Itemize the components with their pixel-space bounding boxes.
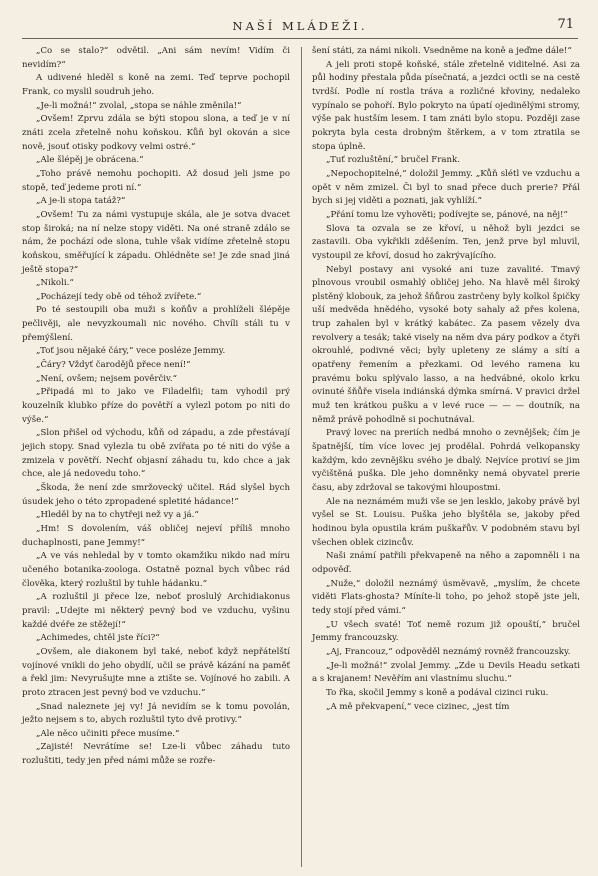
paragraph: „U všech svaté! Toť nemě rozum již opouští,“ bručel Jemmy francouzsky. [312, 619, 580, 644]
column-divider [301, 47, 302, 867]
paragraph: A jeli proti stopě koňské, stále zřetelně viditelné. Asi za půl hodiny přestala půda písečnatá, a jezdci octli se na cestě tvrdší. Podle ní rostla tráva a rozličné křoviny, nedaleko vypínalo se pohoří. Bylo pokryto na úpatí ojedinělými stromy, výše pak hustším lesem. I tam znáti bylo stopu. Později zase pokryta byla cesta drobným štěrkem, a v tom ztratila se stopa úplně. [312, 59, 580, 152]
paragraph: „Ovšem! Tu za námi vystupuje skála, ale je sotva dvacet stop široká; na ní nelze stopy viděti. Na oné straně zdálo se nám, že pochází ode slona, tuhle však vidíme zřetelně stopu koňskou, směřující k západu. Ohlédněte se! Je zde snad jiná ještě stopa?“ [22, 209, 290, 275]
paragraph: „A je-li stopa tatáž?“ [36, 196, 126, 207]
paragraph: Naši známí patřili překvapeně na něho a zapomněli i na odpověď. [312, 551, 580, 575]
right-column [312, 45, 580, 714]
paragraph: „Toť jsou nějaké čáry,“ vece posléze Jemmy. [36, 346, 226, 357]
paragraph: Nebyl postavy ani vysoké ani tuze zavalité. Tmavý plnovous vroubil osmahlý obličej jeho. Na hlavě měl široký plstěný klobouk, za jehož šňůrou zastrčeny byly kolkol špičky uší medvěda hnědého, vysoké boty sahaly až přes kolena, trup zahalen byl v krátký kabátec. Za pasem vězely dva revolvery a tesák; také visely na něm dva páry podkov a čtyři okrouhlé, podivné věci; byly upleteny ze slámy a sítí a opatřeny řemením a přezkami. Od levého ramena ku pravému boku splývalo lasso, a na hedvábné, okolo krku ovinuté šňůře visela indiánská dýmka smírná. V pravici držel muž ten krátkou pušku a v levé ruce — — — doutník, na němž právě pohodlně si pochutnával. [312, 264, 580, 425]
paragraph: „Aj, Francouz,“ odpověděl neznámý rovněž francouzsky. [326, 646, 571, 657]
paragraph: „Hm! S dovolením, váš obličej nejeví příliš mnoho duchaplnosti, pane Jemmy!“ [22, 523, 290, 548]
paragraph: „Připadá mi to jako ve Filadelfii; tam vyhodil prý kouzelník klubko příze do povětří a vylezl potom po niti do výše.“ [22, 387, 290, 425]
paragraph: „A mě překvapení,“ vece cizinec, „jest tím [326, 701, 510, 712]
paragraph: „Nikoli.“ [36, 278, 74, 289]
paragraph: „Achimedes, chtěl jste říci?“ [36, 633, 160, 644]
left-column [22, 45, 290, 769]
paragraph: „Čáry? Vždyť čarodějů přece není!“ [36, 360, 191, 371]
paragraph: „Hleděl by na to chytřeji než vy a já.“ [36, 510, 199, 521]
paragraph: „Snad naleznete jej vy! Já nevidím se k tomu povolán, ježto nejsem s to, abych rozluštil tyto dvě protivy.“ [22, 701, 290, 726]
paragraph: „Toho právě nemohu pochopiti. Až dosud jeli jsme po stopě, teď jedeme proti ní.“ [22, 168, 290, 193]
page-number: 71 [557, 17, 574, 32]
paragraph: „Slon přišel od východu, kůň od západu, a zde přestávají jejich stopy. Snad vylezla tu obě zvířata po té niti do výše a zmizela v povětří. Nechť objasní záhadu tu, kdo chce a jak chce, ale já nedovedu toho.“ [22, 428, 290, 480]
paragraph: „Ale šlépěj je obrácena.“ [36, 155, 144, 166]
paragraph: „Není, ovšem; nejsem pověrčiv.“ [36, 373, 178, 384]
page-header [22, 12, 578, 39]
paragraph: „Zajisté! Nevrátíme se! Lze-li vůbec záhadu tuto rozluštiti, tedy jen před námi může se rozře- [22, 742, 290, 767]
text-columns [22, 45, 578, 875]
paragraph: Pravý lovec na preriích nedbá mnoho o zevnějšek; čím je špatnější, tím více lovec jej prodělal. Pohrdá velkopansky každým, kdo zevnějšku svého je dbalý. Nejvíce protiví se jim vyčištěná puška. Dle jeho domněnky nemá obyvatel prerie času, aby zdržoval se takovými hloupostmi. [312, 428, 580, 493]
paragraph: Slova ta ozvala se ze křoví, u něhož byli jezdci se zastavili. Oba vykřikli zděšením. Ten, jenž prve byl mluvil, vystoupil ze křoví, dosud ho zakrývajícího. [312, 223, 580, 261]
paragraph: „Škoda, že není zde smržovecký učitel. Rád slyšel bych úsudek jeho o této zpropadené spletité hádance!“ [22, 483, 290, 507]
paragraph: „Je-li možná!“ zvolal Jemmy. „Zde u Devils Headu setkati a s krajanem! Nevěřím ani vlastnímu sluchu.“ [312, 660, 580, 685]
paragraph: Po té sestoupili oba muži s koňův a prohlíželi šlépěje pečlivěji, ale nevyzkoumali nic nového. Chvíli stáli tu v přemýšlení. [22, 305, 290, 343]
paragraph: To řka, skočil Jemmy s koně a podával cizinci ruku. [326, 687, 549, 698]
paragraph: „Nuže,“ doložil neznámý úsměvavě, „myslím, že chcete viděti Flats-ghosta? Míníte-li toho, po jehož stopě jste jeli, tedy stojí před vámi.“ [312, 578, 580, 616]
paragraph: „Co se stalo?“ odvětil. „Ani sám nevím! Vidím či nevidím?“ [22, 46, 290, 70]
paragraph: „Přání tomu lze vyhověti; podívejte se, pánové, na něj!“ [326, 209, 568, 220]
paragraph: „Pocházejí tedy obě od téhož zvířete.“ [36, 291, 202, 302]
paragraph: šení státi, za námi nikoli. Vsedněme na koně a jeďme dále!“ [312, 46, 572, 56]
running-title: NAŠÍ MLÁDEŽI. [232, 19, 368, 33]
paragraph: „Tuť rozluštění,“ bručel Frank. [326, 155, 460, 166]
paragraph: „Ale něco učiniti přece musíme.“ [36, 728, 180, 739]
paragraph: „Ovšem! Zprvu zdála se býti stopou slona, a teď je v ní znáti zcela zřetelně nohu koňskou. Kůň byl okován a sice nově, jsouť otisky podkovy velmi ostré.“ [22, 114, 290, 152]
paragraph: „A ve vás nehledal by v tomto okamžiku nikdo nad míru učeného botanika-zoologa. Ostatně poznal bych vůbec rád člověka, který rozluštil by tuhle hádanku.“ [22, 551, 290, 589]
paragraph: Ale na neznámém muži vše se jen lesklo, jakoby právě byl vyšel se St. Louisu. Puška jeho blyštěla se, jakoby před hodinou byla opustila krám puškařův. V podobném stavu byl všechen oblek cizincův. [312, 496, 580, 548]
paragraph: „Je-li možná!“ zvolal, „stopa se náhle změnila!“ [36, 100, 242, 111]
paragraph: A udivené hleděl s koně na zemi. Teď teprve pochopil Frank, co myslil soudruh jeho. [22, 73, 290, 97]
paragraph: „Ovšem, ale diakonem byl také, neboť když nepřátelští vojínové vnikli do jeho obydlí, učil se právě kázání na paměť a řekl jim: Nevyrušujte mne a ztište se. Vojínové ho zabili. A proto ztracen jest pevný bod ve vzduchu.“ [22, 646, 290, 698]
paragraph: „A rozluštil ji přece lze, neboť proslulý Archidiakonus pravil: „Udejte mi některý pevný bod ve vzduchu, vyšinu každé dvéře ze stěžejí!“ [22, 592, 290, 630]
paragraph: „Nepochopitelné,“ doložil Jemmy. „Kůň slétl ve vzduchu a opět v něm zmizel. Či byl to snad přece duch prerie? Přál bych si jej viděti a poznati, jak vyhlíží.“ [312, 168, 580, 207]
